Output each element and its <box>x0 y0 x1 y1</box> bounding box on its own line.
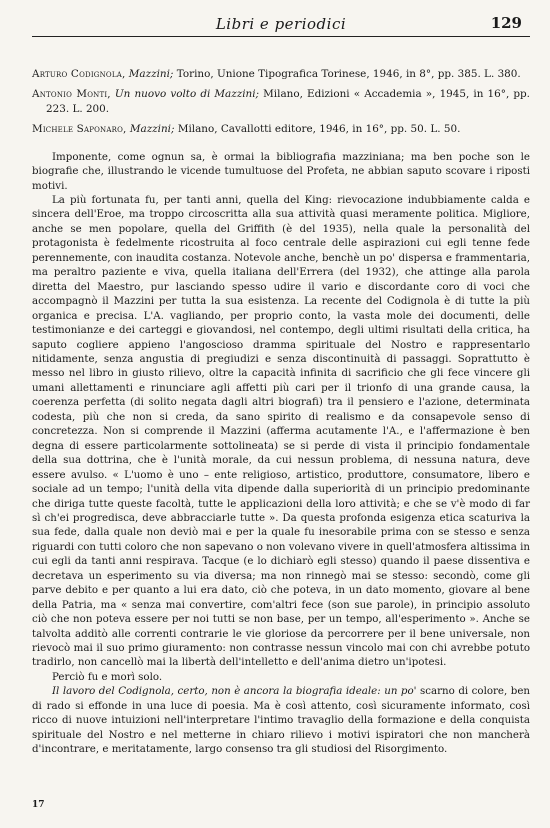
reference-author: Michele Saponaro, <box>32 123 127 136</box>
reference-author: Antonio Monti, <box>32 88 111 101</box>
reference-item <box>32 87 530 116</box>
reference-item <box>32 67 530 81</box>
reference-title: Mazzini; <box>129 123 175 136</box>
reference-title: Un nuovo volto di Mazzini; <box>114 88 260 101</box>
page-header <box>32 14 530 37</box>
running-title: Libri e periodici <box>215 15 347 33</box>
paragraph-conclusion <box>32 684 530 756</box>
reference-item <box>32 122 530 136</box>
paragraph-main: La più fortunata fu, per tanti anni, quella del King: rievocazione indubbiamente calda e sincera dell'Eroe, ma troppo circoscritta alla sua attività quasi meramente politica. Migliore, anche se men popolare, quella del Griffith (è del 1935), nella quale la personalità del protagonista è fedelmente ricostruita al foco centrale delle aspirazioni cui egli tenne fede perennemente, con inaudita costanza. Notevole anche, benchè un po' dispersa e frammentaria, ma peraltro paziente e viva, quella italiana dell'Errera (del 1932), che attinge alla parola diretta del Maestro, pur lasciando spesso udire il vario e discordante coro di voci che accompagnò il Mazzini per tutta la sua esistenza. La recente del Codignola è di tutte la più organica e precisa. L'A. vagliando, per proprio conto, la vasta mole dei documenti, delle testimonianze e dei carteggi e giovandosi, nel contempo, degli ultimi risultati della critica, ha saputo cogliere appieno l'angoscioso dramma spirituale del Nostro e rappresentarlo nitidamente, senza angustia di pregiudizi e senza discontinuità di passaggi. Soprattutto è messo nel libro in giusto rilievo, oltre la capacità infinita di sacrificio che gli fece vincere gli umani allettamenti e rinunciare agli affetti più cari per il trionfo di una grande causa, la coerenza perfetta (di solito negata dagli altri biografi) tra il pensiero e l'azione, determinata codesta, più che non si creda, da sano spirito di realismo e da consapevole senso di concretezza. Non si comprende il Mazzini (afferma acutamente l'A., e l'affermazione è ben degna di essere particolarmente sottolineata) se si perde di vista il principio fondamentale della sua dottrina, che è l'unità morale, da cui nessun problema, di nessuna natura, deve essere avulso. « L'uomo è uno – ente religioso, artistico, produttore, consumatore, libero e sociale ad un tempo; l'unità della vita dipende dalla superiorità di un principio predominante che diriga tutte queste facoltà, tutte le applicazioni della loro attività; e che se v'è modo di far sì ch'ei progredisca, deve abbracciarle tutte ». Da questa profonda esigenza etica scaturiva la sua fede, dalla quale non deviò mai e per la quale fu inesorabile prima con se stesso e senza riguardi con tutti coloro che non sapevano o non volevano vivere in quell'atmosfera altissima in cui egli da tanti anni respirava. Tacque (e lo dichiarò egli stesso) quando il paese dissentiva e decretava un esperimento su via diversa; ma non rinnegò mai se stesso: secondò, come gli parve debito e per quanto a lui era dato, ciò che poteva, in un dato momento, giovare al bene della Patria, ma « senza mai convertire, com'altri fece (son sue parole), in principio assoluto ciò che non poteva essere per noi tutti se non base, per un tempo, all'esperimento ». Anche se talvolta additò alle correnti contrarie le vie gloriose da percorrere per il bene universale, non rievocò mai il suo primo giuramento: non contrasse nessun vincolo mai con chi avrebbe potuto tradirlo, non cancellò mai la libertà dell'intelletto e dell'anima dietro un'ipotesi. <box>32 193 530 669</box>
review-body <box>32 150 530 757</box>
reference-title: Mazzini; <box>128 68 174 80</box>
reference-details: Milano, Edizioni « Accademia », 1945, in 16°, pp. 223. L. 200. <box>46 88 530 115</box>
paragraph-short: Perciò fu e morì solo. <box>52 670 163 683</box>
page-number: 129 <box>490 14 522 32</box>
conclusion-rest: scarno di colore, ben di rado si effonde in una luce di poesia. Ma è così attento, così sicuramente informato, così ricco di nuove intuizioni nell'interpretare l'intimo travaglio della formazione e della conquista spirituale del Nostro e nel metterne in chiaro rilievo i motivi ispiratori che non mancherà d'incontrare, e meritatamente, largo consenso tra gli studiosi del Risorgimento. <box>32 685 530 756</box>
reference-details: Milano, Cavallotti editore, 1946, in 16°, pp. 50. L. 50. <box>177 123 461 136</box>
bibliographic-references <box>32 67 530 137</box>
signature-mark: 17 <box>32 800 45 810</box>
paragraph-intro: Imponente, come ognun sa, è ormai la bibliografia mazziniana; ma ben poche son le biografie che, illustrando le vicende tumultuose del Profeta, ne abbian saputo scovare i riposti motivi. <box>32 150 530 192</box>
conclusion-italic-lead: Il lavoro del Codignola, certo, non è ancora la biografia ideale: un po' <box>52 685 417 698</box>
reference-details: Torino, Unione Tipografica Torinese, 1946, in 8°, pp. 385. L. 380. <box>176 68 521 80</box>
reference-author: Arturo Codignola, <box>32 68 126 80</box>
